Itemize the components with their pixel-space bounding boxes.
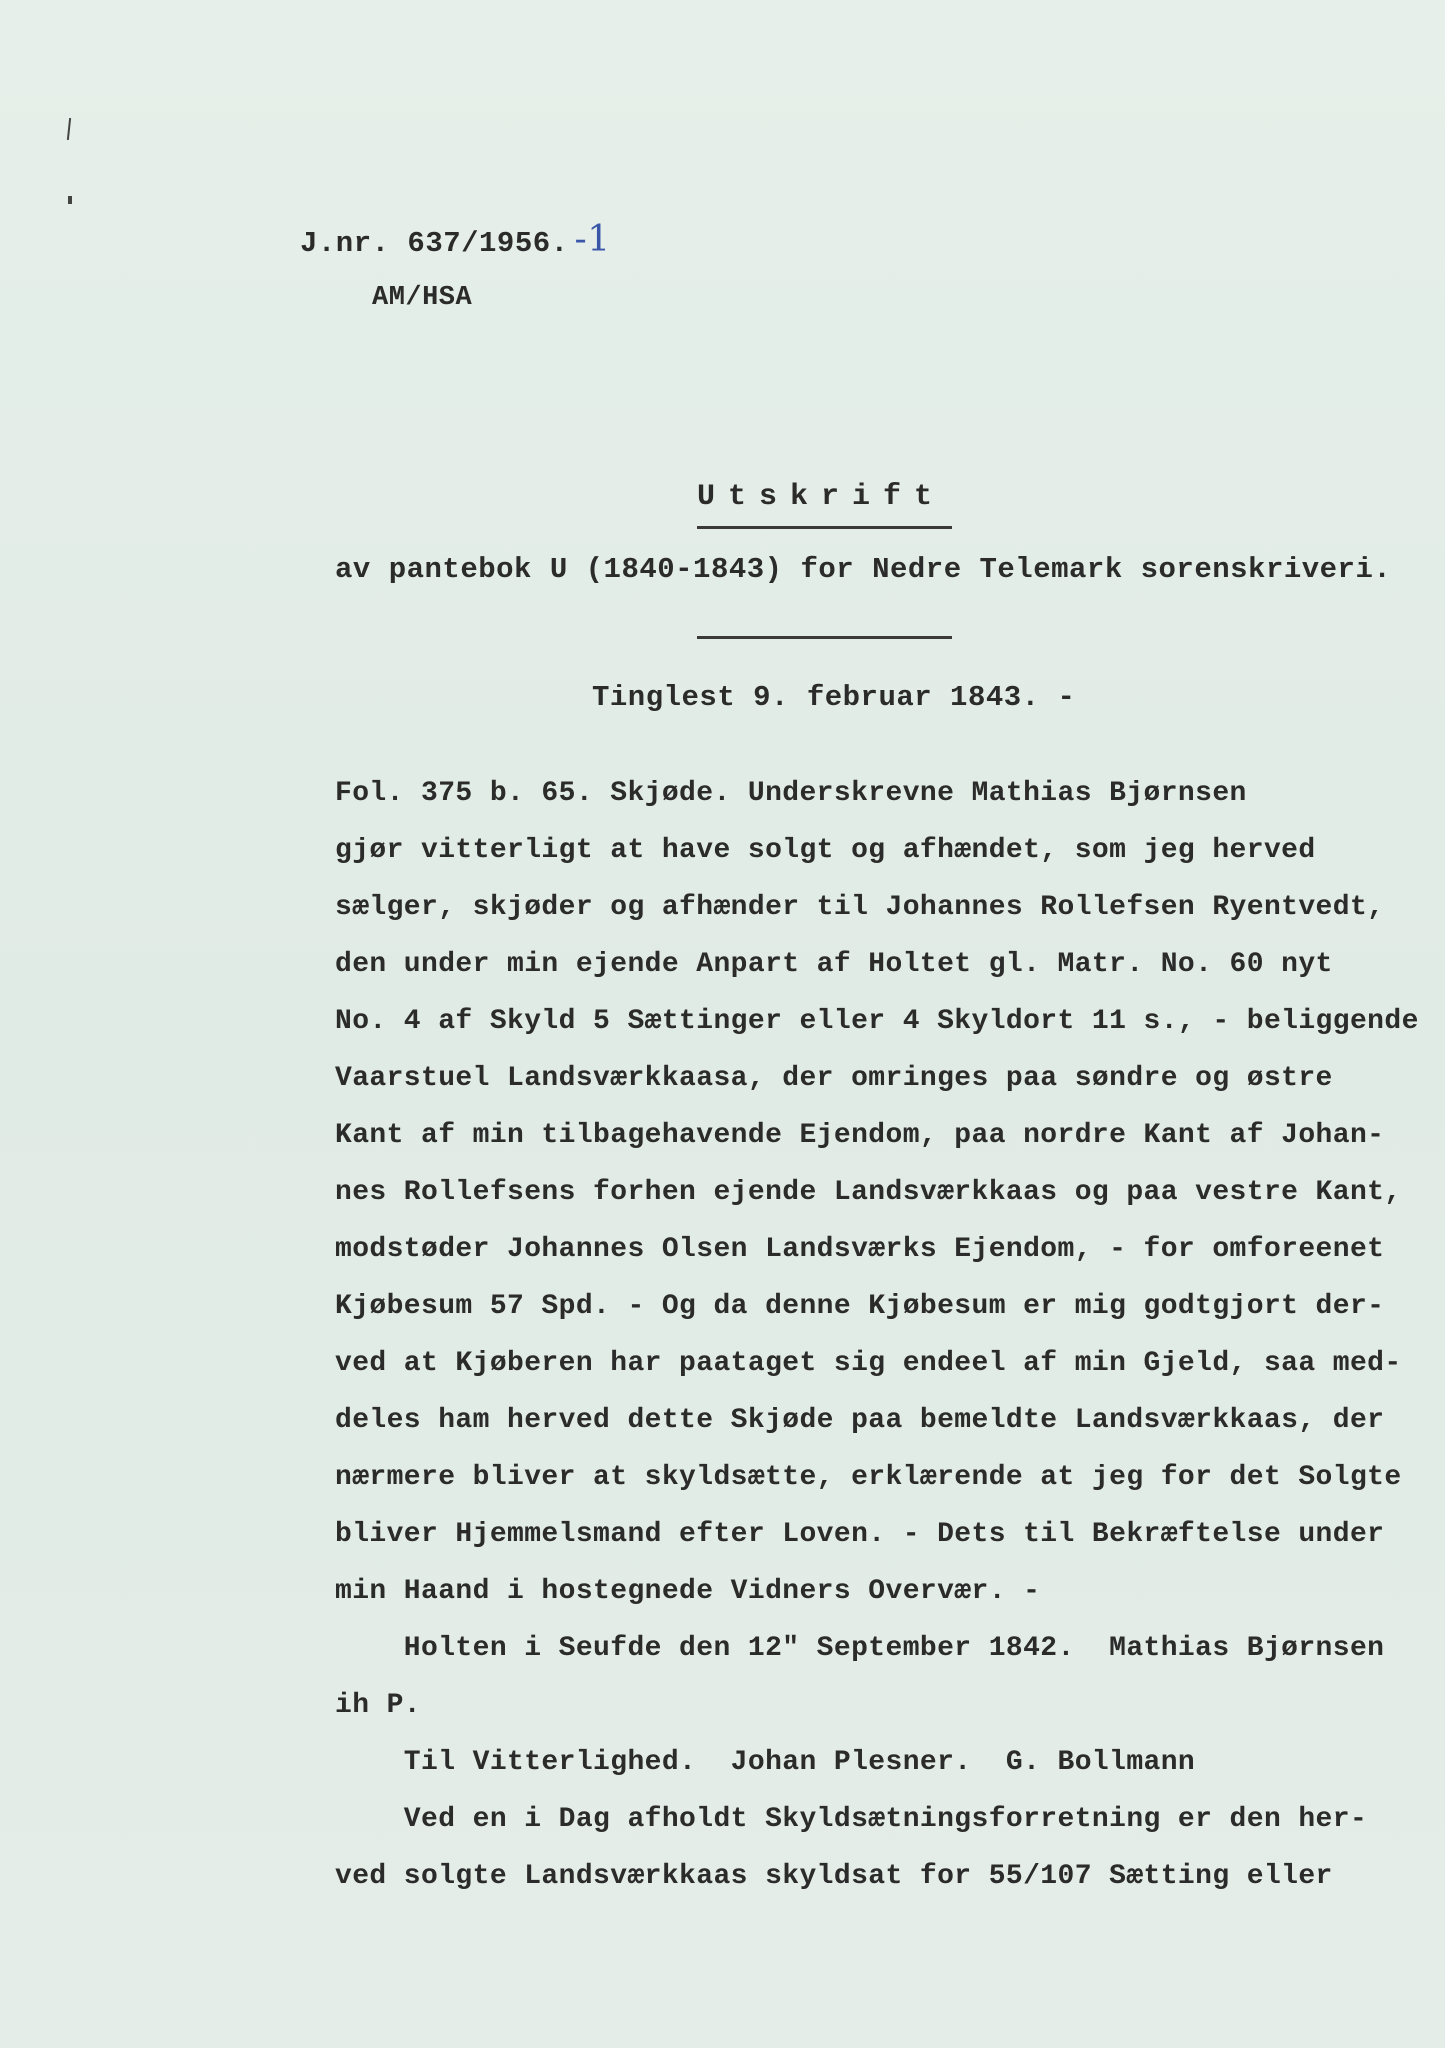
body-line: No. 4 af Skyld 5 Sættinger eller 4 Skyldort 11 s., - beliggende (335, 1006, 1419, 1037)
document-title: Utskrift (697, 480, 946, 514)
body-line: Kjøbesum 57 Spd. - Og da denne Kjøbesum er mig godtgjort der- (335, 1291, 1385, 1322)
body-line: den under min ejende Anpart af Holtet gl. Matr. No. 60 nyt (335, 949, 1333, 980)
journal-number-line (300, 219, 611, 262)
body-line: gjør vitterligt at have solgt og afhændet, som jeg herved (335, 835, 1316, 866)
handwritten-suffix: -1 (574, 219, 611, 260)
body-line: bliver Hjemmelsmand efter Loven. - Dets til Bekræftelse under (335, 1519, 1385, 1550)
section-divider (697, 636, 952, 639)
body-line: nes Rollefsens forhen ejende Landsværkkaas og paa vestre Kant, (335, 1177, 1402, 1208)
margin-mark (67, 118, 71, 140)
body-line: Ved en i Dag afholdt Skyldsætningsforretning er den her- (335, 1804, 1368, 1835)
body-line: Kant af min tilbagehavende Ejendom, paa nordre Kant af Johan- (335, 1120, 1385, 1151)
document-subtitle: av pantebok U (1840-1843) for Nedre Telemark sorenskriveri. (335, 553, 1392, 586)
margin-dot (68, 196, 72, 204)
body-line: ih P. (335, 1690, 422, 1721)
body-line: nærmere bliver at skyldsætte, erklærende at jeg for det Solgte (335, 1462, 1402, 1493)
body-line: ved at Kjøberen har paataget sig endeel af min Gjeld, saa med- (335, 1348, 1402, 1379)
body-line: deles ham herved dette Skjøde paa bemeldte Landsværkkaas, der (335, 1405, 1385, 1436)
body-line: Fol. 375 b. 65. Skjøde. Underskrevne Mathias Bjørnsen (335, 778, 1247, 809)
initials: AM/HSA (372, 283, 473, 313)
body-line: sælger, skjøder og afhænder til Johannes Rollefsen Ryentvedt, (335, 892, 1385, 923)
body-line: Vaarstuel Landsværkkaasa, der omringes paa søndre og østre (335, 1063, 1333, 1094)
body-line: min Haand i hostegnede Vidners Overvær. - (335, 1576, 1041, 1607)
title-underline (697, 526, 952, 529)
body-line: ved solgte Landsværkkaas skyldsat for 55/107 Sætting eller (335, 1861, 1333, 1892)
body-line: Til Vitterlighed. Johan Plesner. G. Bollmann (335, 1747, 1196, 1778)
journal-number: J.nr. 637/1956. (300, 227, 569, 260)
registration-date: Tinglest 9. februar 1843. - (592, 681, 1076, 714)
body-line: Holten i Seufde den 12" September 1842. Mathias Bjørnsen (335, 1633, 1385, 1664)
body-line: modstøder Johannes Olsen Landsværks Ejendom, - for omforeenet (335, 1234, 1385, 1265)
